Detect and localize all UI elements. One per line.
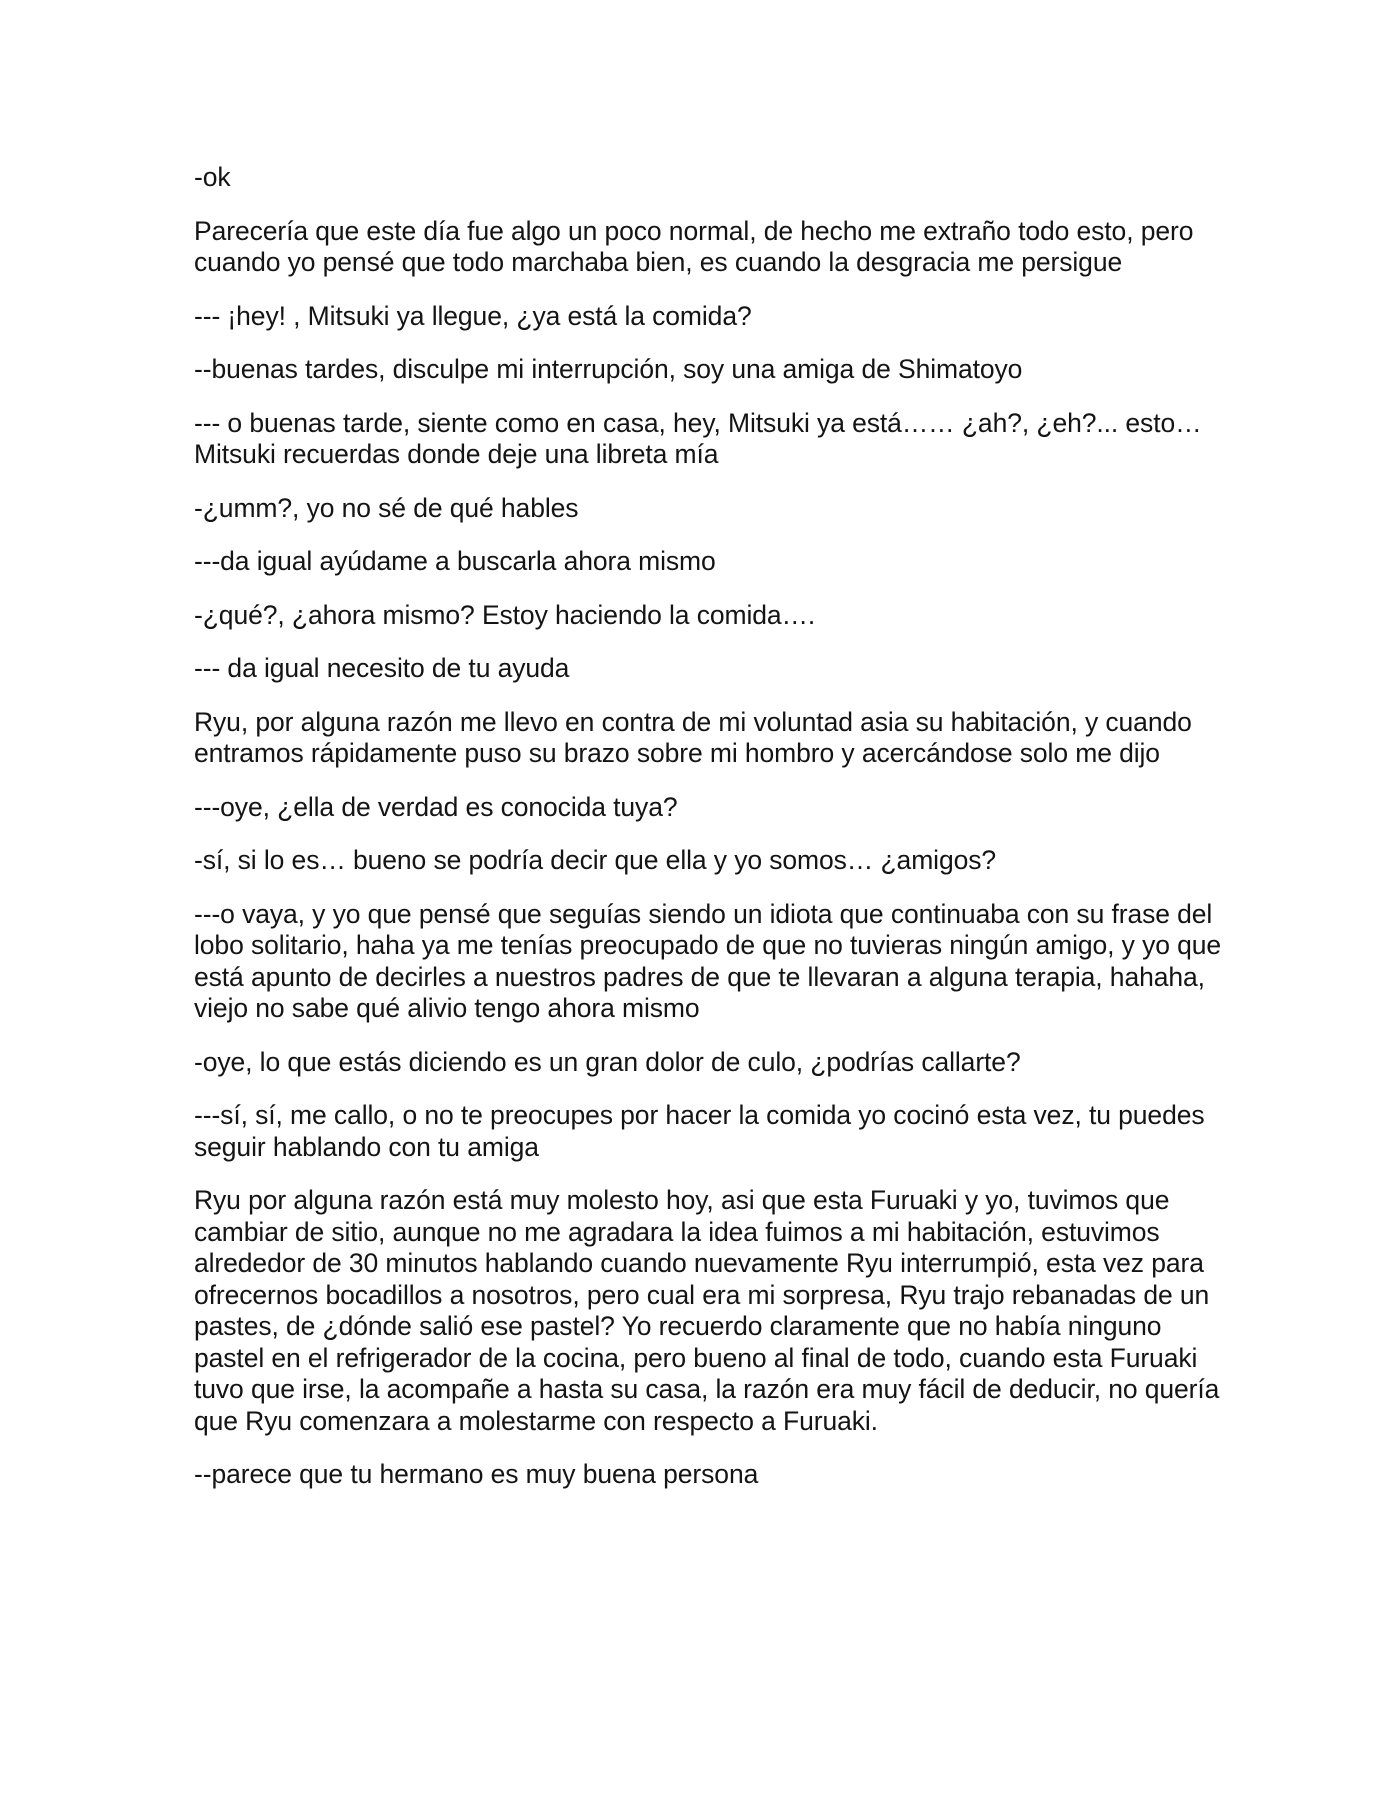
dialogue-mitsuki-shut-up: -oye, lo que estás diciendo es un gran dolor de culo, ¿podrías callarte? [194,1046,1021,1077]
dialogue-ryu-help-search: ---da igual ayúdame a buscarla ahora mismo [194,546,716,576]
paragraph-narration-cake: Ryu por alguna razón está muy molesto hoy, asi que esta Furuaki y yo, tuvimos que cambiar de sitio, aunque no me agradara la idea fuimos a mi habitación, estuvimos alrededor de 30 minutos hablando cuando nuevamente Ryu interrumpió, esta vez para ofrecernos bocadillos a nosotros, pero cual era mi sorpresa, Ryu trajo rebanadas de un pastes, de ¿dónde salió ese pastel? Yo recuerdo claramente que no había ninguno pastel en el refrigerador de la cocina, pero bueno al final de todo, cuando esta Furuaki tuvo que irse, la acompañe a hasta su casa, la razón era muy fácil de deducir, no quería que Ryu comenzara a molestarme con respecto a Furuaki. [194,1185,1220,1436]
dialogue-mitsuki-friends: -sí, si lo es… bueno se podría decir que ella y yo somos… ¿amigos? [194,845,997,875]
dialogue-furuaki-greeting: --buenas tardes, disculpe mi interrupción, soy una amiga de Shimatoyo [194,354,1023,384]
dialogue-ryu-need-help: --- da igual necesito de tu ayuda [194,653,570,683]
dialogue-mitsuki-cooking: -¿qué?, ¿ahora mismo? Estoy haciendo la comida…. [194,599,816,630]
dialogue-ryu-cooking: ---sí, sí, me callo, o no te preocupes por hacer la comida yo cocinó esta vez, tu puedes seguir hablando con tu amiga [194,1100,1205,1162]
paragraph-narration-room: Ryu, por alguna razón me llevo en contra de mi voluntad asia su habitación, y cuando entramos rápidamente puso su brazo sobre mi hombro y acercándose solo me dijo [194,706,1192,768]
paragraph-ok: -ok [194,162,231,192]
dialogue-ryu-relief: ---o vaya, y yo que pensé que seguías siendo un idiota que continuaba con su frase del lobo solitario, haha ya me tenías preocupado de que no tuvieras ningún amigo, y yo que está apunto de decirles a nuestros padres de que te llevaran a alguna terapia, hahaha, viejo no sabe qué alivio tengo ahora mismo [194,898,1222,1023]
dialogue-ryu-arrives: --- ¡hey! , Mitsuki ya llegue, ¿ya está la comida? [194,300,752,331]
dialogue-ryu-question: ---oye, ¿ella de verdad es conocida tuya? [194,791,678,822]
dialogue-furuaki-brother: --parece que tu hermano es muy buena persona [194,1459,759,1489]
dialogue-ryu-notebook: --- o buenas tarde, siente como en casa, hey, Mitsuki ya está…… ¿ah?, ¿eh?... esto… Mitsuki recuerdas donde deje una libreta mía [194,407,1202,469]
dialogue-mitsuki-umm: -¿umm?, yo no sé de qué hables [194,492,579,523]
paragraph-narration-normal-day: Parecería que este día fue algo un poco normal, de hecho me extraño todo esto, pero cuando yo pensé que todo marchaba bien, es cuando la desgracia me persigue [194,215,1194,277]
document-body [194,162,1224,1513]
